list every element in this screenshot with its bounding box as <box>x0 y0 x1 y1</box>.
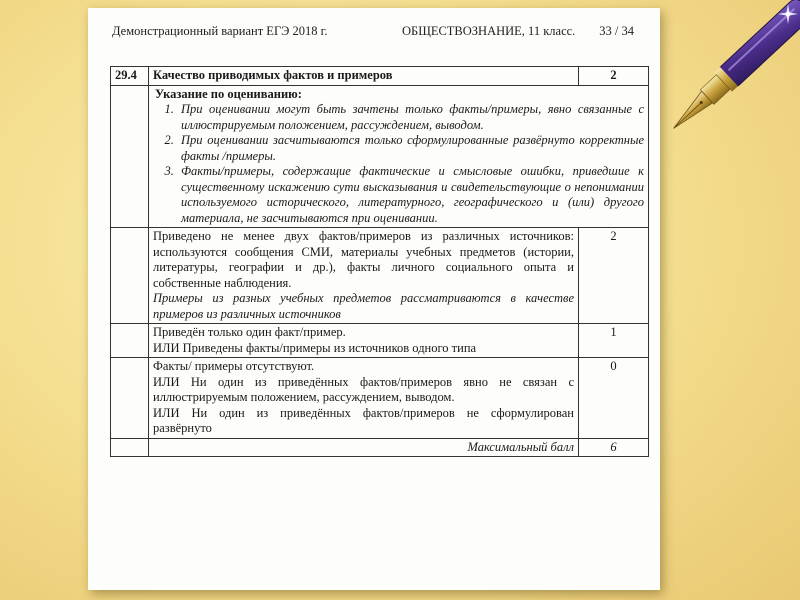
level-description <box>149 358 579 439</box>
level-points: 1 <box>579 324 649 358</box>
guidance-spacer <box>111 85 149 228</box>
level-spacer <box>111 324 149 358</box>
level-points: 0 <box>579 358 649 439</box>
guidance-item: 2. При оценивании засчитываются только сформулированные развёрнуто корректные факты /примеры. <box>177 133 644 164</box>
guidance-heading: Указание по оцениванию: <box>155 86 302 101</box>
max-score-row <box>111 438 649 457</box>
header-variant: Демонстрационный вариант ЕГЭ 2018 г. <box>112 24 328 38</box>
guidance-row <box>111 85 649 228</box>
level-text: Приведено не менее двух фактов/примеров из различных источников: используются сообщения СМИ, материалы учебных предметов (истории, литературы, географии и др.), факты личного социального опыта и собственные наблюдения. <box>153 229 574 290</box>
header-page-number: 33 / 34 <box>599 24 634 38</box>
level-text: ИЛИ Ни один из приведённых фактов/примеров явно не связан с иллюстрируемым положением, рассуждением, выводом. <box>153 374 574 404</box>
level-row <box>111 228 649 324</box>
guidance-item: 1. При оценивании могут быть зачтены только факты/примеры, явно связанные с иллюстрируемым положением, рассуждением, выводом. <box>177 102 644 133</box>
criterion-number: 29.4 <box>111 67 149 86</box>
running-header <box>112 24 642 42</box>
criterion-max-points: 2 <box>579 67 649 86</box>
level-text: ИЛИ Приведены факты/примеры из источников одного типа <box>153 340 477 355</box>
level-description <box>149 324 579 358</box>
max-score-spacer <box>111 438 149 457</box>
level-points: 2 <box>579 228 649 324</box>
fountain-pen-icon <box>648 0 800 160</box>
level-description <box>149 228 579 324</box>
document-page <box>88 8 660 590</box>
level-text: Факты/ примеры отсутствуют. <box>153 359 315 373</box>
level-text: ИЛИ Ни один из приведённых фактов/примеров не сформулирован развёрнуто <box>153 405 574 435</box>
criterion-table <box>110 66 649 457</box>
max-score-label: Максимальный балл <box>149 438 579 457</box>
level-text: Приведён только один факт/пример. <box>153 325 346 339</box>
level-spacer <box>111 358 149 439</box>
guidance-cell <box>149 85 649 228</box>
level-note: Примеры из разных учебных предметов рассматриваются в качестве примеров из различных источников <box>153 291 574 321</box>
level-row <box>111 324 649 358</box>
criterion-header-row <box>111 67 649 86</box>
level-spacer <box>111 228 149 324</box>
guidance-list <box>153 102 644 226</box>
level-row <box>111 358 649 439</box>
criterion-title: Качество приводимых фактов и примеров <box>149 67 579 86</box>
max-score-value: 6 <box>579 438 649 457</box>
guidance-item: 3. Факты/примеры, содержащие фактические и смысловые ошибки, приведшие к существенному искажению сути высказывания и свидетельствующие о непонимании используемого исторического, литературного, географического и (или) другого материала, не засчитываются при оценивании. <box>177 164 644 226</box>
header-subject: ОБЩЕСТВОЗНАНИЕ, 11 класс. <box>402 24 576 38</box>
